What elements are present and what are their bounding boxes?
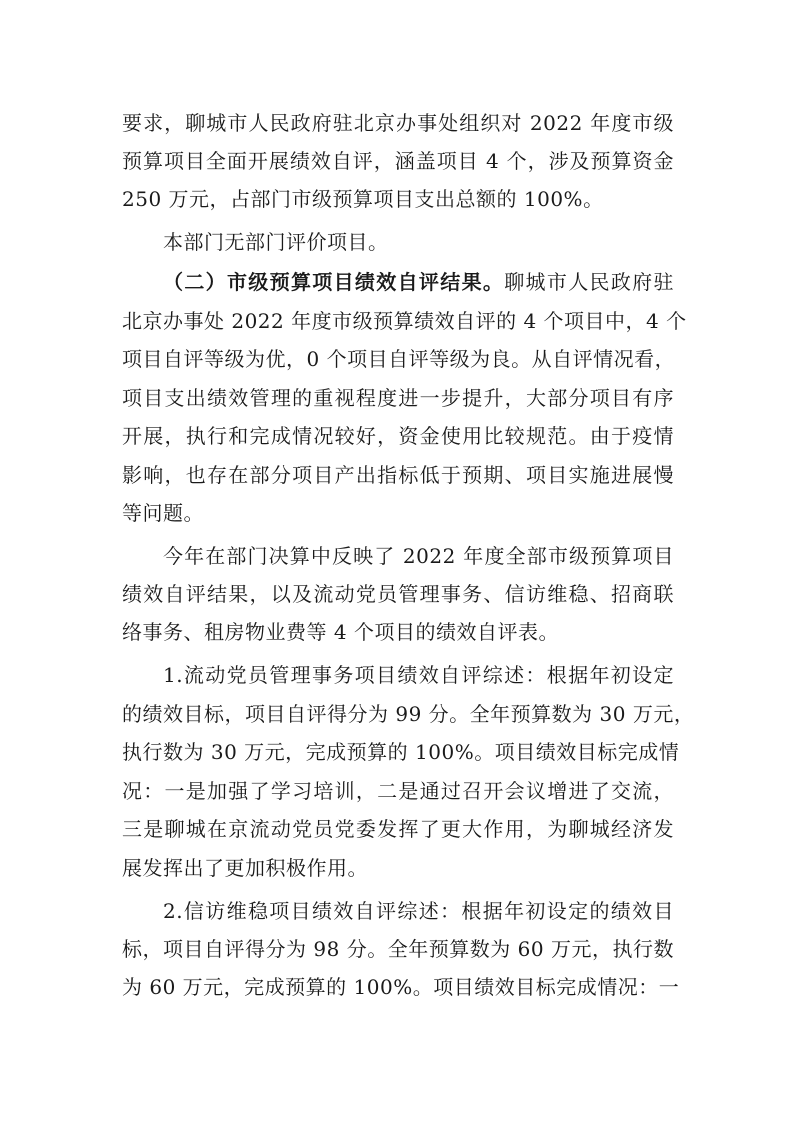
body-line-1: 要求，聊城市人民政府驻北京办事处组织对 2022 年度市级 [122,111,674,135]
section-heading: （二）市级预算项目绩效自评结果。 [163,270,505,294]
body-line-8: 项目支出绩效管理的重视程度进一步提升，大部分项目有序 [122,386,674,410]
body-line-13: 绩效自评结果，以及流动党员管理事务、信访维稳、招商联 [122,582,674,606]
body-line-2: 预算项目全面开展绩效自评，涵盖项目 4 个，涉及预算资金 [122,149,674,173]
body-line-11: 等问题。 [122,501,204,525]
body-line-4: 本部门无部门评价项目。 [163,230,389,254]
section-heading-continuation: 聊城市人民政府驻 [504,270,675,294]
body-line-22: 标，项目自评得分为 98 分。全年预算数为 60 万元，执行数 [122,937,674,961]
body-line-20: 展发挥出了更加积极作用。 [122,856,368,880]
body-line-3: 250 万元，占部门市级预算项目支出总额的 100%。 [122,187,604,211]
body-line-18: 况：一是加强了学习培训，二是通过召开会议增进了交流， [122,779,674,803]
body-line-5 [163,267,674,297]
body-line-12: 今年在部门决算中反映了 2022 年度全部市级预算项目 [163,544,674,568]
body-line-19: 三是聊城在京流动党员党委发挥了更大作用，为聊城经济发 [122,817,674,841]
body-line-7: 项目自评等级为优，0 个项目自评等级为良。从自评情况看， [122,347,676,371]
body-line-17: 执行数为 30 万元，完成预算的 100%。项目绩效目标完成情 [122,740,680,764]
body-line-14: 络事务、租房物业费等 4 个项目的绩效自评表。 [122,620,559,644]
body-line-6: 北京办事处 2022 年度市级预算绩效自评的 4 个项目中，4 个 [122,309,687,333]
body-line-9: 开展，执行和完成情况较好，资金使用比较规范。由于疫情 [122,424,674,448]
body-line-21: 2.信访维稳项目绩效自评综述：根据年初设定的绩效目 [163,899,674,923]
body-line-15: 1.流动党员管理事务项目绩效自评综述：根据年初设定 [163,663,674,687]
body-line-23: 为 60 万元，完成预算的 100%。项目绩效目标完成情况：一 [122,975,680,999]
body-line-16: 的绩效目标，项目自评得分为 99 分。全年预算数为 30 万元， [122,702,695,726]
body-line-10: 影响，也存在部分项目产出指标低于预期、项目实施进展慢 [122,463,674,487]
